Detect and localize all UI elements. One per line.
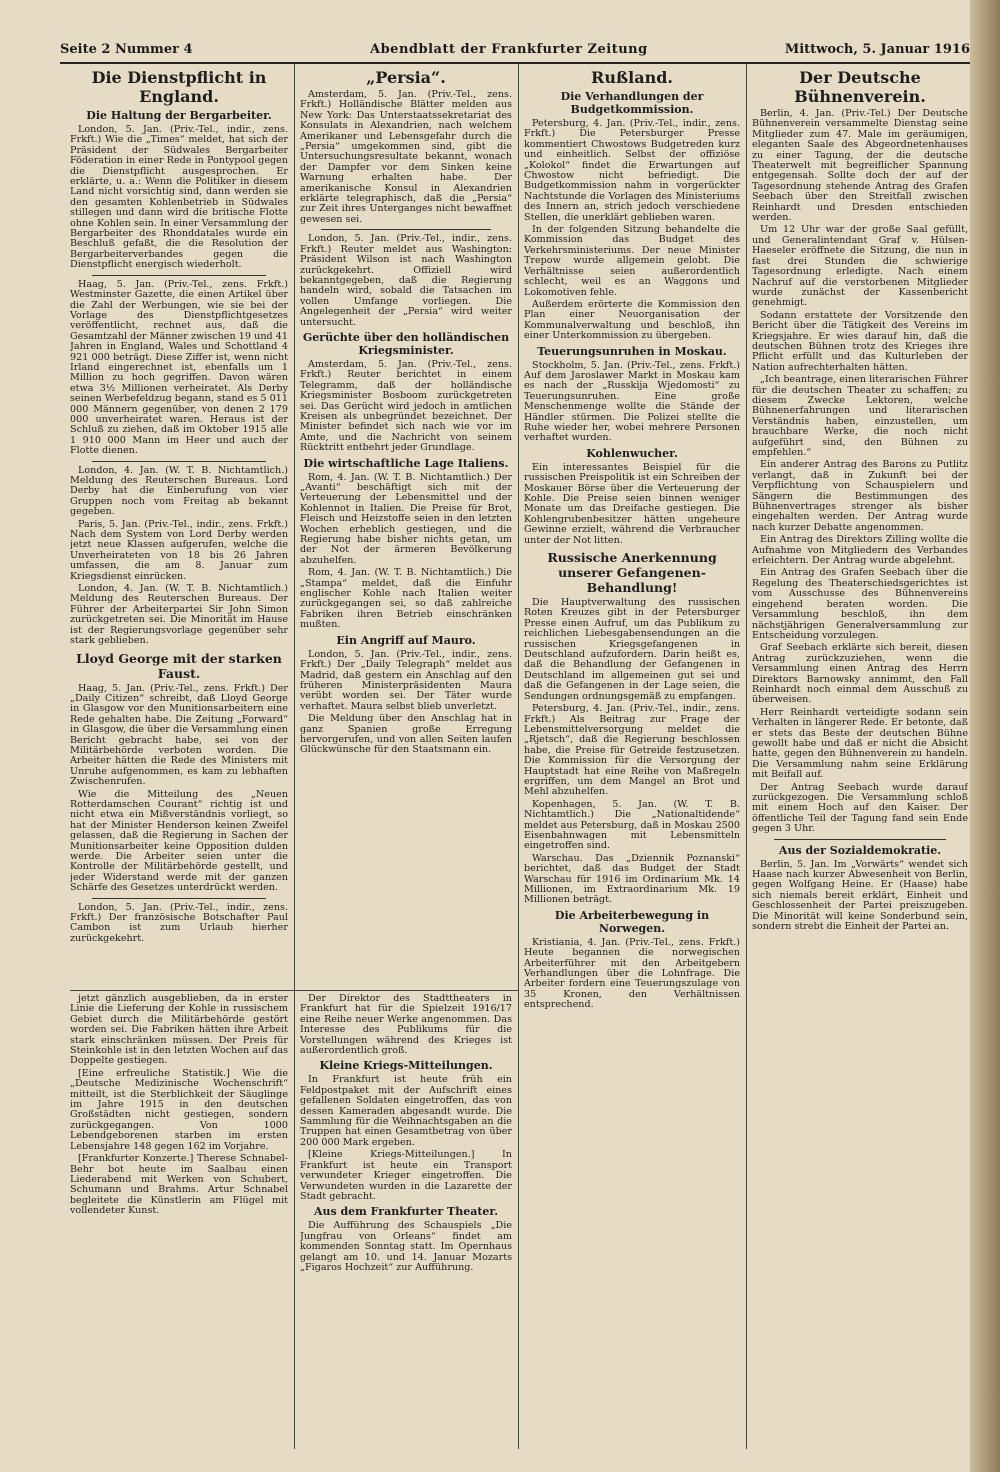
headline-italien: Die wirtschaftliche Lage Italiens.: [303, 456, 509, 470]
divider: [321, 229, 491, 230]
article-paragraph: [Kleine Kriegs-Mitteilungen.] In Frankfurt ist heute ein Transport verwundeter Krieger eingetroffen. Die Verwundeten wurden in die Lazarette der Stadt gebracht.: [300, 1149, 512, 1202]
article-paragraph: London, 5. Jan. (Priv.-Tel., indir., zens. Frkft.) Der französische Botschafter Paul Cambon ist zum Urlaub hierher zurückgekehrt.: [70, 901, 288, 944]
article-paragraph: Graf Seebach erklärte sich bereit, diesen Antrag zurückzuziehen, wenn die Versammlung einen Antrag des Herrn Direktors Barnowsky annimmt, den Fall Reinhardt noch einmal dem Ausschuß zu überweisen.: [752, 642, 968, 706]
article-paragraph: Ein interessantes Beispiel für die russischen Preispolitik ist ein Schreiben der Moskauer Börse über die Verteuerung der Kohle. Die Preise seien binnen weniger Monate um das Dreifache gestiegen. Die Kohlengrubenbesitzer hätten ungeheure Gewinne erzielt, während die Verbraucher unter der Not litten.: [524, 461, 740, 546]
article-paragraph: Rom, 4. Jan. (W. T. B. Nichtamtlich.) Der „Avanti“ beschäftigt sich mit der Verteuerung der Lebensmittel und der Kohlennot in Italien. Die Preise für Brot, Fleisch und Heizstoffe seien in den letzten Wochen erheblich gestiegen, und die Regierung habe bisher nichts getan, um der Not der ärmeren Bevölkerung abzuhelfen.: [300, 471, 512, 566]
headline-mauro: Ein Angriff auf Mauro.: [336, 633, 476, 647]
feuilleton-left: [70, 994, 288, 1446]
column-rule: [294, 64, 295, 1449]
article-paragraph: Die Aufführung des Schauspiels „Die Jungfrau von Orleans“ findet am kommenden Sonntag statt. Im Opernhaus gelangt am 10. und 14. Januar Mozarts „Figaros Hochzeit“ zur Aufführung.: [300, 1220, 512, 1273]
article-paragraph: Der Direktor des Stadttheaters in Frankfurt hat für die Spielzeit 1916/17 eine Reihe neuer Werke angenommen. Das Interesse des Publikums für die Vorstellungen während des Krieges ist außerordentlich groß.: [300, 994, 512, 1057]
article-paragraph: Die Meldung über den Anschlag hat in ganz Spanien große Erregung hervorgerufen, und von allen Seiten laufen Glückwünsche für den Staatsmann ein.: [300, 713, 512, 756]
headline-anerkennung: Russische Anerkennung unserer Gefangenen-Behandlung!: [547, 550, 717, 596]
column-persia: [300, 66, 512, 988]
article-paragraph: Stockholm, 5. Jan. (Priv.-Tel., zens. Frkft.) Auf dem Jaroslawer Markt in Moskau kam es nach der „Russkija Wjedomosti“ zu Teuerungsunruhen. Eine große Menschenmenge wollte die Stände der Händler stürmen. Die Polizei stellte die Ruhe wieder her, wobei mehrere Personen verhaftet wurden.: [524, 359, 740, 444]
article-paragraph: Herr Reinhardt verteidigte sodann sein Verhalten in längerer Rede. Er betonte, daß er stets das Beste der deutschen Bühne gewollt habe und daß er nicht die Absicht hatte, gegen den Bühnenverein zu handeln. Die Versammlung nahm seine Erklärung mit Beifall auf.: [752, 706, 968, 781]
article-paragraph: Der Antrag Seebach wurde darauf zurückgezogen. Die Versammlung schloß mit einem Hoch auf den Kaiser. Der öffentliche Teil der Tagung fand sein Ende gegen 3 Uhr.: [752, 781, 968, 835]
headline-kohlenwucher: Kohlenwucher.: [586, 446, 678, 460]
article-paragraph: London, 4. Jan. (W. T. B. Nichtamtlich.) Meldung des Reuterschen Bureaus. Lord Derby hat die Einberufung von vier Gruppen noch vom Freitag ab bekannt gegeben.: [70, 464, 288, 518]
article-paragraph: Berlin, 5. Jan. Im „Vorwärts“ wendet sich Haase nach kurzer Abwesenheit von Berlin, gegen Wolfgang Heine. Er (Haase) habe sich niemals bereit erklärt, Einheit und Geschlossenheit der Partei preiszugeben. Die Minorität will keine Sonderbund sein, sondern strebt die Einheit der Partei an.: [752, 858, 968, 933]
headline-kriegsminister: Gerüchte über den holländischen Kriegsminister.: [302, 330, 510, 357]
article-paragraph: jetzt gänzlich ausgeblieben, da in erster Linie die Lieferung der Kohle in russischem Gebiet durch die Militärbehörde gestört worden sei. Die Fabriken hätten ihre Arbeit stark einschränken müssen. Der Preis für Steinkohle ist in den letzten Wochen auf das Doppelte gestiegen.: [70, 994, 288, 1067]
feuilleton-right: [300, 994, 512, 1446]
article-paragraph: London, 5. Jan. (Priv.-Tel., indir., zens. Frkft.) Wie die „Times“ meldet, hat sich der Präsident der Südwales Bergarbeiter Föderation in einer Rede in Pontypool gegen die Dienstpflicht ausgesprochen. Er erklärte, u. a.: Wenn die Politiker in diesem Land nicht vorsichtig sind, dann werden sie den gesamten Kohlenbetrieb in Südwales stillegen und dann wird die britische Flotte ohne Kohlen sein. In einer Versammlung der Bergarbeiter des Rhonddatales wurde ein Beschluß gefaßt, die die Resolution der Bergarbeiterverbandes gegen die Dienstpflicht energisch wiederholt.: [70, 124, 288, 271]
newspaper-title: Abendblatt der Frankfurter Zeitung: [370, 42, 648, 57]
headline-sozialdemokratie: Aus der Sozialdemokratie.: [778, 843, 942, 857]
column-buehnenverein: [752, 66, 968, 1446]
article-paragraph: In Frankfurt ist heute früh ein Feldpostpaket mit der Aufschrift eines gefallenen Soldaten eingetroffen, das von dessen Kameraden abgesandt wurde. Die Sammlung für die Weihnachtsgaben an die Truppen hat einen Gesamtbetrag von über 200 000 Mark ergeben.: [300, 1074, 512, 1148]
binding-shadow: [970, 0, 1000, 1472]
headline-dienstpflicht: Die Dienstpflicht in England.: [91, 68, 267, 106]
headline-kleine-kriegsmitteilungen: Kleine Kriegs-Mitteilungen.: [319, 1059, 493, 1073]
feuilleton-rule: [70, 990, 518, 991]
article-paragraph: Ein Antrag des Direktors Zilling wollte die Aufnahme von Mitgliedern des Verbandes erleichtern. Der Antrag wurde abgelehnt.: [752, 534, 968, 567]
article-paragraph: Amsterdam, 5. Jan. (Priv.-Tel., zens. Frkft.) Reuter berichtet in einem Telegramm, daß der holländische Kriegsminister Bosboom zurückgetreten sei. Das Gerücht wird jedoch in amtlichen Kreisen als unbegründet bezeichnet. Der Minister befindet sich nach wie vor im Amte, und die Nachricht von seinem Rücktritt entbehrt jeder Grundlage.: [300, 358, 512, 454]
column-rule: [746, 64, 747, 1449]
article-paragraph: London, 5. Jan. (Priv.-Tel., indir., zens. Frkft.) Der „Daily Telegraph“ meldet aus Madrid, daß gestern ein Anschlag auf den früheren Ministerpräsidenten Maura verübt worden sei. Der Täter wurde verhaftet. Maura selbst blieb unverletzt.: [300, 648, 512, 712]
subheadline-budgetkommission: Die Verhandlungen der Budgetkommission.: [560, 90, 704, 116]
article-paragraph: Petersburg, 4. Jan. (Priv.-Tel., indir., zens. Frkft.) Als Beitrag zur Frage der Lebensmittelversorgung meldet die „Rjetsch“, daß die Regierung beschlossen habe, die Preise für Getreide festzusetzen. Die Kommission für die Versorgung der Hauptstadt hat eine Reihe von Maßregeln ergriffen, um dem Mangel an Brot und Mehl abzuhelfen.: [524, 703, 740, 798]
article-paragraph: Paris, 5. Jan. (Priv.-Tel., indir., zens. Frkft.) Nach dem System von Lord Derby werden jetzt neue Klassen aufgerufen, welche die Unverheirateten von 18 bis 26 Jahren umfassen, die am 8. Januar zum Kriegsdienst einrücken.: [70, 518, 288, 582]
article-paragraph: In der folgenden Sitzung behandelte die Kommission das Budget des Verkehrsministeriums. Der neue Minister Trepow wurde allgemein gelobt. Die Verhältnisse seien außerordentlich schlecht, weil es an Waggons und Lokomotiven fehle.: [524, 224, 740, 298]
article-paragraph: Berlin, 4. Jan. (Priv.-Tel.) Der Deutsche Bühnenverein versammelte Dienstag seine Mitglieder zum 47. Male im geräumigen, eleganten Saale des Abgeordnetenhauses zu einer Tagung, der die deutsche Theaterwelt mit begreiflicher Spannung entgegensah. Sollte doch der auf der Tagesordnung stehende Antrag des Grafen Seebach über den Streitfall zwischen Reinhardt und Dresden entschieden werden.: [752, 108, 968, 224]
headline-norwegen: Die Arbeiterbewegung in Norwegen.: [554, 908, 710, 935]
article-paragraph: Amsterdam, 5. Jan. (Priv.-Tel., zens. Frkft.) Holländische Blätter melden aus New York: Das Unterstaatssekretariat des Konsulats in Alexandrien, nach welchem Amerikaner und Lebensgefahr durch die „Persia“ umgekommen sind, gibt die Untersuchungsresultate bekannt, wonach der Dampfer vor dem Sinken keine Warnung erhalten habe. Der amerikanische Konsul in Alexandrien erklärte telegraphisch, daß die „Persia“ zur Zeit ihres Unterganges nicht bewaffnet gewesen sei.: [300, 89, 512, 225]
article-paragraph: Haag, 5. Jan. (Priv.-Tel., zens. Frkft.) Der „Daily Citizen“ schreibt, daß Lloyd George in Glasgow vor den Munitionsarbeitern eine Rede gehalten habe. Die Zeitung „Forward“ in Glasgow, die über die Versammlung einen Bericht gebracht habe, sei von der Militärbehörde verboten worden. Die Arbeiter hätten die Rede des Ministers mit Unruhe aufgenommen, es kam zu lebhaften Zwischenrufen.: [70, 682, 288, 788]
headline-lloyd-george: Lloyd George mit der starken Faust.: [76, 650, 282, 681]
headline-persia: „Persia“.: [366, 68, 446, 87]
article-paragraph: Wie die Mitteilung des „Neuen Rotterdamschen Courant“ richtig ist und nicht etwa ein Mißverständnis vorliegt, so hat der Minister Henderson keinen Zweifel gelassen, daß die Regierung in Sachen der Munitionsarbeiter keine Opposition dulden werde. Die Arbeiter seien unter die Kontrolle der Militärbehörde gestellt, und jeder Widerstand werde mit der ganzen Schärfe des Gesetzes unterdrückt werden.: [70, 788, 288, 894]
column-england: [70, 66, 288, 988]
headline-frankfurter-theater: Aus dem Frankfurter Theater.: [313, 1205, 499, 1219]
subheadline-bergarbeiter: Die Haltung der Bergarbeiter.: [86, 109, 272, 122]
headline-moskau: Teuerungsunruhen in Moskau.: [537, 344, 727, 358]
divider: [92, 461, 266, 462]
headline-russland: Rußland.: [591, 68, 673, 87]
article-paragraph: Außerdem erörterte die Kommission den Plan einer Neuorganisation der Kommunalverwaltung und beschloß, ihn einer Unterkommission zu übergeben.: [524, 298, 740, 342]
article-paragraph: Um 12 Uhr war der große Saal gefüllt, und Generalintendant Graf v. Hülsen-Haeseler eröffnete die Sitzung, die nun in fast drei Stunden die schwierige Tagesordnung erledigte. Nach einem Nachruf auf die verstorbenen Mitglieder wurde zunächst der Kassenbericht genehmigt.: [752, 224, 968, 309]
article-paragraph: Kristiania, 4. Jan. (Priv.-Tel., zens. Frkft.) Heute begannen die norwegischen Arbeiterführer mit den Arbeitgebern Verhandlungen über die Lohnfrage. Die Arbeiter fordern eine Teuerungszulage von 35 Kronen, den Verhältnissen entsprechend.: [524, 936, 740, 1011]
headline-buehnenverein: Der Deutsche Bühnenverein.: [794, 68, 926, 106]
article-paragraph: Haag, 5. Jan. (Priv.-Tel., zens. Frkft.) Westminster Gazette, die einen Artikel über die Zahl der Werbungen, wie sie bei der Vorlage des Dienstpflichtgesetzes veröffentlicht, rechnet aus, daß die Gesamtzahl der Männer zwischen 19 und 41 Jahren in England, Wales und Schottland 4 921 000 beträgt. Diese Ziffer ist, wenn nicht Irland eingerechnet ist, ebenfalls um 1 Million zu hoch gegriffen. Davon wären etwa 3½ Millionen verheiratet. Als Derby seinen Werbefeldzug begann, stand es 5 011 000 Männern gegenüber, von denen 2 179 000 unverheiratet waren. Heraus ist der Schluß zu ziehen, daß im Oktober 1915 alle 1 910 000 Mann im Heer und auch der Flotte dienen.: [70, 278, 288, 457]
masthead: [60, 40, 970, 64]
article-paragraph: Ein Antrag des Grafen Seebach über die Regelung des Theaterschiedsgerichtes ist vom Ausschusse des Bühnenvereins eingehend beraten worden. Die Versammlung beschloß, ihn dem nächstjährigen Generalversammlung zur Entscheidung vorzulegen.: [752, 567, 968, 641]
article-paragraph: Kopenhagen, 5. Jan. (W. T. B. Nichtamtlich.) Die „Nationaltidende“ meldet aus Petersburg, daß in Moskau 2500 Eisenbahnwagen mit Lebensmitteln eingetroffen sind.: [524, 798, 740, 852]
article-paragraph: [Eine erfreuliche Statistik.] Wie die „Deutsche Medizinische Wochenschrift“ mitteilt, ist die Sterblichkeit der Säuglinge im Jahre 1915 in den deutschen Großstädten nicht gestiegen, sondern zurückgegangen. Von 1000 Lebendgeborenen starben im ersten Lebensjahre 148 gegen 162 im Vorjahre.: [70, 1067, 288, 1152]
column-russland: [524, 66, 740, 1446]
article-paragraph: [Frankfurter Konzerte.] Therese Schnabel-Behr bot heute im Saalbau einen Liederabend mit Werken von Schubert, Schumann und Brahms. Artur Schnabel begleitete die Künstlerin am Flügel mit vollendeter Kunst.: [70, 1153, 288, 1217]
article-paragraph: „Ich beantrage, einen literarischen Führer für die deutschen Theater zu schaffen; zu diesem Zwecke Lektoren, welche Bühnenerfahrungen und literarischen Verständnis haben, einzustellen, um brauchbare Werke, die noch nicht aufgeführt sind, den Bühnen zu empfehlen.“: [752, 374, 968, 458]
article-paragraph: Sodann erstattete der Vorsitzende den Bericht über die Tätigkeit des Vereins im Kriegsjahre. Er wies darauf hin, daß die deutschen Bühnen trotz des Krieges ihre Pflicht erfüllt und das Kulturleben der Nation aufrechterhalten hätten.: [752, 309, 968, 373]
divider: [92, 275, 266, 276]
issue-date: Mittwoch, 5. Januar 1916: [784, 42, 970, 57]
article-paragraph: Warschau. Das „Dziennik Poznanski“ berichtet, daß das Budget der Stadt Warschau für 1916 im Ordinarium Mk. 14 Millionen, im Extraordinarium Mk. 19 Millionen beträgt.: [524, 852, 740, 906]
article-paragraph: London, 4. Jan. (W. T. B. Nichtamtlich.) Meldung des Reuterschen Bureaus. Der Führer der Arbeiterpartei Sir John Simon zurückgetreten sei. Die Minorität im Hause ist der Regierungsvorlage gegenüber sehr stark geblieben.: [70, 583, 288, 647]
article-paragraph: Die Hauptverwaltung des russischen Roten Kreuzes gibt in der Petersburger Presse einen Aufruf, um das Publikum zu reichlichen Liebesgabensendungen an die russischen Kriegsgefangenen in Deutschland aufzufordern. Darin heißt es, daß die Behandlung der Gefangenen in Deutschland im allgemeinen gut sei und daß die Gefangenen in der Lage seien, die Sendungen ordnungsgemäß zu empfangen.: [524, 597, 740, 702]
divider: [774, 839, 947, 840]
article-paragraph: Ein anderer Antrag des Barons zu Putlitz verlangt, daß in Zukunft bei der Verpflichtung von Schauspielern und Sängern die Bestimmungen des Bühnenvertrages strenger als bisher eingehalten werden. Der Antrag wurde nach kurzer Debatte angenommen.: [752, 459, 968, 533]
article-paragraph: Petersburg, 4. Jan. (Priv.-Tel., indir., zens. Frkft.) Die Petersburger Presse kommentiert Chwostows Budgetreden kurz und einheitlich. Selbst der offiziöse „Kolokol“ findet die Erwartungen auf Chwostow nicht befriedigt. Die Budgetkommission nahm in vorgerückter Nachtstunde die Vorlagen des Ministeriums des Innern an, strich jedoch verschiedene Stellen, die unerklärt geblieben waren.: [524, 118, 740, 223]
article-paragraph: Rom, 4. Jan. (W. T. B. Nichtamtlich.) Die „Stampa“ meldet, daß die Einfuhr englischer Kohle nach Italien weiter zurückgegangen sei, so daß zahlreiche Fabriken ihren Betrieb einschränken mußten.: [300, 567, 512, 631]
page-number: Seite 2 Nummer 4: [60, 42, 193, 57]
column-rule: [518, 64, 519, 1449]
divider: [92, 898, 266, 899]
article-paragraph: London, 5. Jan. (Priv.-Tel., indir., zens. Frkft.) Reuter meldet aus Washington: Präsident Wilson ist nach Washington zurückgekehrt. Offiziell wird bekanntgegeben, daß die Regierung handeln wird, sobald die Tatsachen im vollen Umfange vorliegen. Die Angelegenheit der „Persia“ wird weiter untersucht.: [300, 233, 512, 328]
